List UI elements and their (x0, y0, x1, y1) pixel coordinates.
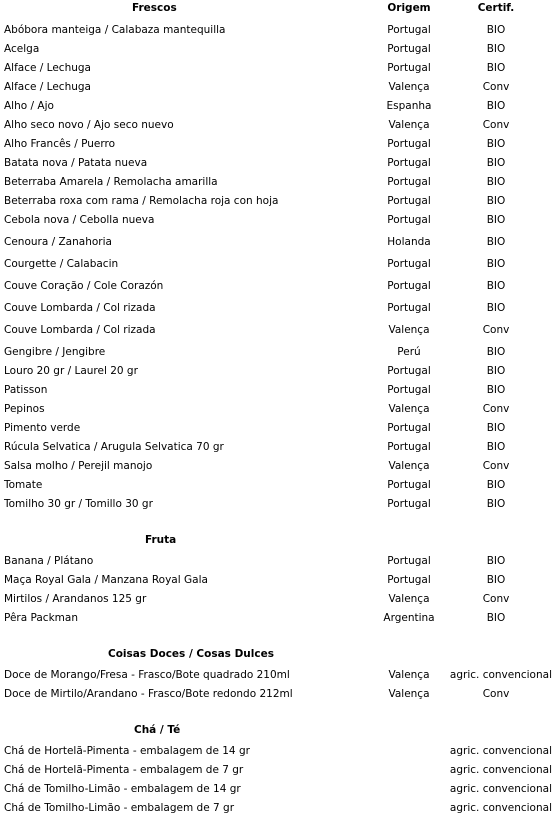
frescos-row (0, 136, 552, 152)
origin-cell: Portugal (387, 280, 431, 292)
certification-cell: agric. convencional (449, 802, 552, 814)
section-title-fruta: Fruta (145, 534, 177, 546)
product-name: Couve Lombarda / Col rizada (4, 302, 156, 314)
frescos-row (0, 278, 552, 294)
frescos-row (0, 401, 552, 417)
origin-cell: Portugal (387, 574, 431, 586)
certification-cell: BIO (486, 498, 506, 510)
certification-cell: agric. convencional (449, 745, 552, 757)
certification-cell: Conv (482, 593, 510, 605)
product-name: Patisson (4, 384, 48, 396)
product-name: Chá de Hortelã-Pimenta - embalagem de 14 gr (4, 745, 250, 757)
frescos-row (0, 256, 552, 272)
origin-cell: Portugal (387, 214, 431, 226)
fruta-row (0, 610, 552, 626)
cha-row (0, 743, 552, 759)
product-name: Courgette / Calabacin (4, 258, 119, 270)
frescos-row (0, 300, 552, 316)
origin-cell: Portugal (387, 138, 431, 150)
fruta-row (0, 553, 552, 569)
certification-cell: BIO (486, 422, 506, 434)
fruta-row (0, 572, 552, 588)
cha-row (0, 762, 552, 778)
certification-cell: BIO (486, 384, 506, 396)
certification-cell: BIO (486, 195, 506, 207)
origin-cell: Espanha (386, 100, 432, 112)
product-name: Doce de Mirtilo/Arandano - Frasco/Bote redondo 212ml (4, 688, 293, 700)
origin-cell: Portugal (387, 157, 431, 169)
certification-cell: BIO (486, 214, 506, 226)
frescos-row (0, 363, 552, 379)
certification-cell: BIO (486, 43, 506, 55)
origin-cell: Portugal (387, 479, 431, 491)
section-title-cha: Chá / Té (134, 724, 181, 736)
product-name: Couve Coração / Cole Corazón (4, 280, 164, 292)
frescos-row (0, 22, 552, 38)
origin-cell: Portugal (387, 195, 431, 207)
origin-cell: Portugal (387, 258, 431, 270)
certification-cell: BIO (486, 236, 506, 248)
origin-cell: Valença (388, 669, 430, 681)
cha-row (0, 800, 552, 816)
origin-cell: Argentina (383, 612, 435, 624)
product-name: Cebola nova / Cebolla nueva (4, 214, 155, 226)
product-name: Tomilho 30 gr / Tomillo 30 gr (4, 498, 153, 510)
certification-cell: BIO (486, 441, 506, 453)
frescos-row (0, 212, 552, 228)
frescos-row (0, 60, 552, 76)
product-name: Gengibre / Jengibre (4, 346, 106, 358)
certification-cell: BIO (486, 62, 506, 74)
certification-cell: Conv (482, 688, 510, 700)
doces-row (0, 686, 552, 702)
certification-cell: Conv (482, 119, 510, 131)
frescos-row (0, 382, 552, 398)
product-name: Pimento verde (4, 422, 81, 434)
product-name: Abóbora manteiga / Calabaza mantequilla (4, 24, 226, 36)
product-name: Banana / Plátano (4, 555, 94, 567)
product-name: Chá de Tomilho-Limão - embalagem de 14 gr (4, 783, 241, 795)
origin-cell: Valença (388, 688, 430, 700)
certification-cell: agric. convencional (449, 669, 552, 681)
certification-cell: Conv (482, 324, 510, 336)
frescos-row (0, 174, 552, 190)
origin-cell: Valença (388, 460, 430, 472)
frescos-row (0, 193, 552, 209)
section-title-doces: Coisas Doces / Cosas Dulces (108, 648, 274, 660)
product-name: Rúcula Selvatica / Arugula Selvatica 70 gr (4, 441, 224, 453)
frescos-row (0, 322, 552, 338)
product-name: Alho seco novo / Ajo seco nuevo (4, 119, 174, 131)
certification-cell: Conv (482, 460, 510, 472)
origin-cell: Portugal (387, 24, 431, 36)
frescos-row (0, 439, 552, 455)
certification-cell: BIO (486, 574, 506, 586)
product-name: Beterraba Amarela / Remolacha amarilla (4, 176, 218, 188)
product-name: Batata nova / Patata nueva (4, 157, 148, 169)
product-name: Alho Francês / Puerro (4, 138, 116, 150)
column-header-certif: Certif. (477, 2, 515, 14)
frescos-row (0, 420, 552, 436)
origin-cell: Perú (397, 346, 421, 358)
origin-cell: Portugal (387, 62, 431, 74)
frescos-row (0, 117, 552, 133)
frescos-row (0, 496, 552, 512)
product-name: Chá de Tomilho-Limão - embalagem de 7 gr (4, 802, 235, 814)
doces-row (0, 667, 552, 683)
origin-cell: Holanda (387, 236, 431, 248)
product-name: Doce de Morango/Fresa - Frasco/Bote quadrado 210ml (4, 669, 290, 681)
certification-cell: BIO (486, 176, 506, 188)
certification-cell: Conv (482, 403, 510, 415)
product-name: Salsa molho / Perejil manojo (4, 460, 153, 472)
frescos-row (0, 477, 552, 493)
product-name: Alho / Ajo (4, 100, 54, 112)
fruta-row (0, 591, 552, 607)
product-name: Maça Royal Gala / Manzana Royal Gala (4, 574, 208, 586)
product-name: Pêra Packman (4, 612, 78, 624)
origin-cell: Valença (388, 324, 430, 336)
certification-cell: agric. convencional (449, 783, 552, 795)
section-title-frescos: Frescos (132, 2, 177, 14)
origin-cell: Valença (388, 81, 430, 93)
frescos-row (0, 41, 552, 57)
certification-cell: BIO (486, 479, 506, 491)
certification-cell: BIO (486, 157, 506, 169)
frescos-row (0, 234, 552, 250)
product-name: Chá de Hortelã-Pimenta - embalagem de 7 gr (4, 764, 244, 776)
product-name: Louro 20 gr / Laurel 20 gr (4, 365, 138, 377)
frescos-row (0, 79, 552, 95)
origin-cell: Portugal (387, 302, 431, 314)
certification-cell: BIO (486, 555, 506, 567)
product-name: Alface / Lechuga (4, 81, 91, 93)
certification-cell: agric. convencional (449, 764, 552, 776)
certification-cell: BIO (486, 258, 506, 270)
origin-cell: Portugal (387, 43, 431, 55)
origin-cell: Valença (388, 593, 430, 605)
frescos-row (0, 98, 552, 114)
product-name: Acelga (4, 43, 40, 55)
product-name: Beterraba roxa com rama / Remolacha roja con hoja (4, 195, 279, 207)
product-name: Pepinos (4, 403, 45, 415)
origin-cell: Portugal (387, 441, 431, 453)
origin-cell: Portugal (387, 384, 431, 396)
certification-cell: Conv (482, 81, 510, 93)
certification-cell: BIO (486, 612, 506, 624)
product-name: Alface / Lechuga (4, 62, 91, 74)
product-name: Mirtilos / Arandanos 125 gr (4, 593, 147, 605)
certification-cell: BIO (486, 365, 506, 377)
origin-cell: Valença (388, 403, 430, 415)
certification-cell: BIO (486, 302, 506, 314)
origin-cell: Valença (388, 119, 430, 131)
frescos-row (0, 344, 552, 360)
origin-cell: Portugal (387, 555, 431, 567)
product-name: Couve Lombarda / Col rizada (4, 324, 156, 336)
certification-cell: BIO (486, 138, 506, 150)
column-header-origem: Origem (387, 2, 431, 14)
origin-cell: Portugal (387, 498, 431, 510)
frescos-row (0, 155, 552, 171)
product-name: Tomate (4, 479, 43, 491)
frescos-row (0, 458, 552, 474)
certification-cell: BIO (486, 346, 506, 358)
certification-cell: BIO (486, 280, 506, 292)
origin-cell: Portugal (387, 422, 431, 434)
product-name: Cenoura / Zanahoria (4, 236, 112, 248)
certification-cell: BIO (486, 100, 506, 112)
origin-cell: Portugal (387, 176, 431, 188)
certification-cell: BIO (486, 24, 506, 36)
origin-cell: Portugal (387, 365, 431, 377)
cha-row (0, 781, 552, 797)
